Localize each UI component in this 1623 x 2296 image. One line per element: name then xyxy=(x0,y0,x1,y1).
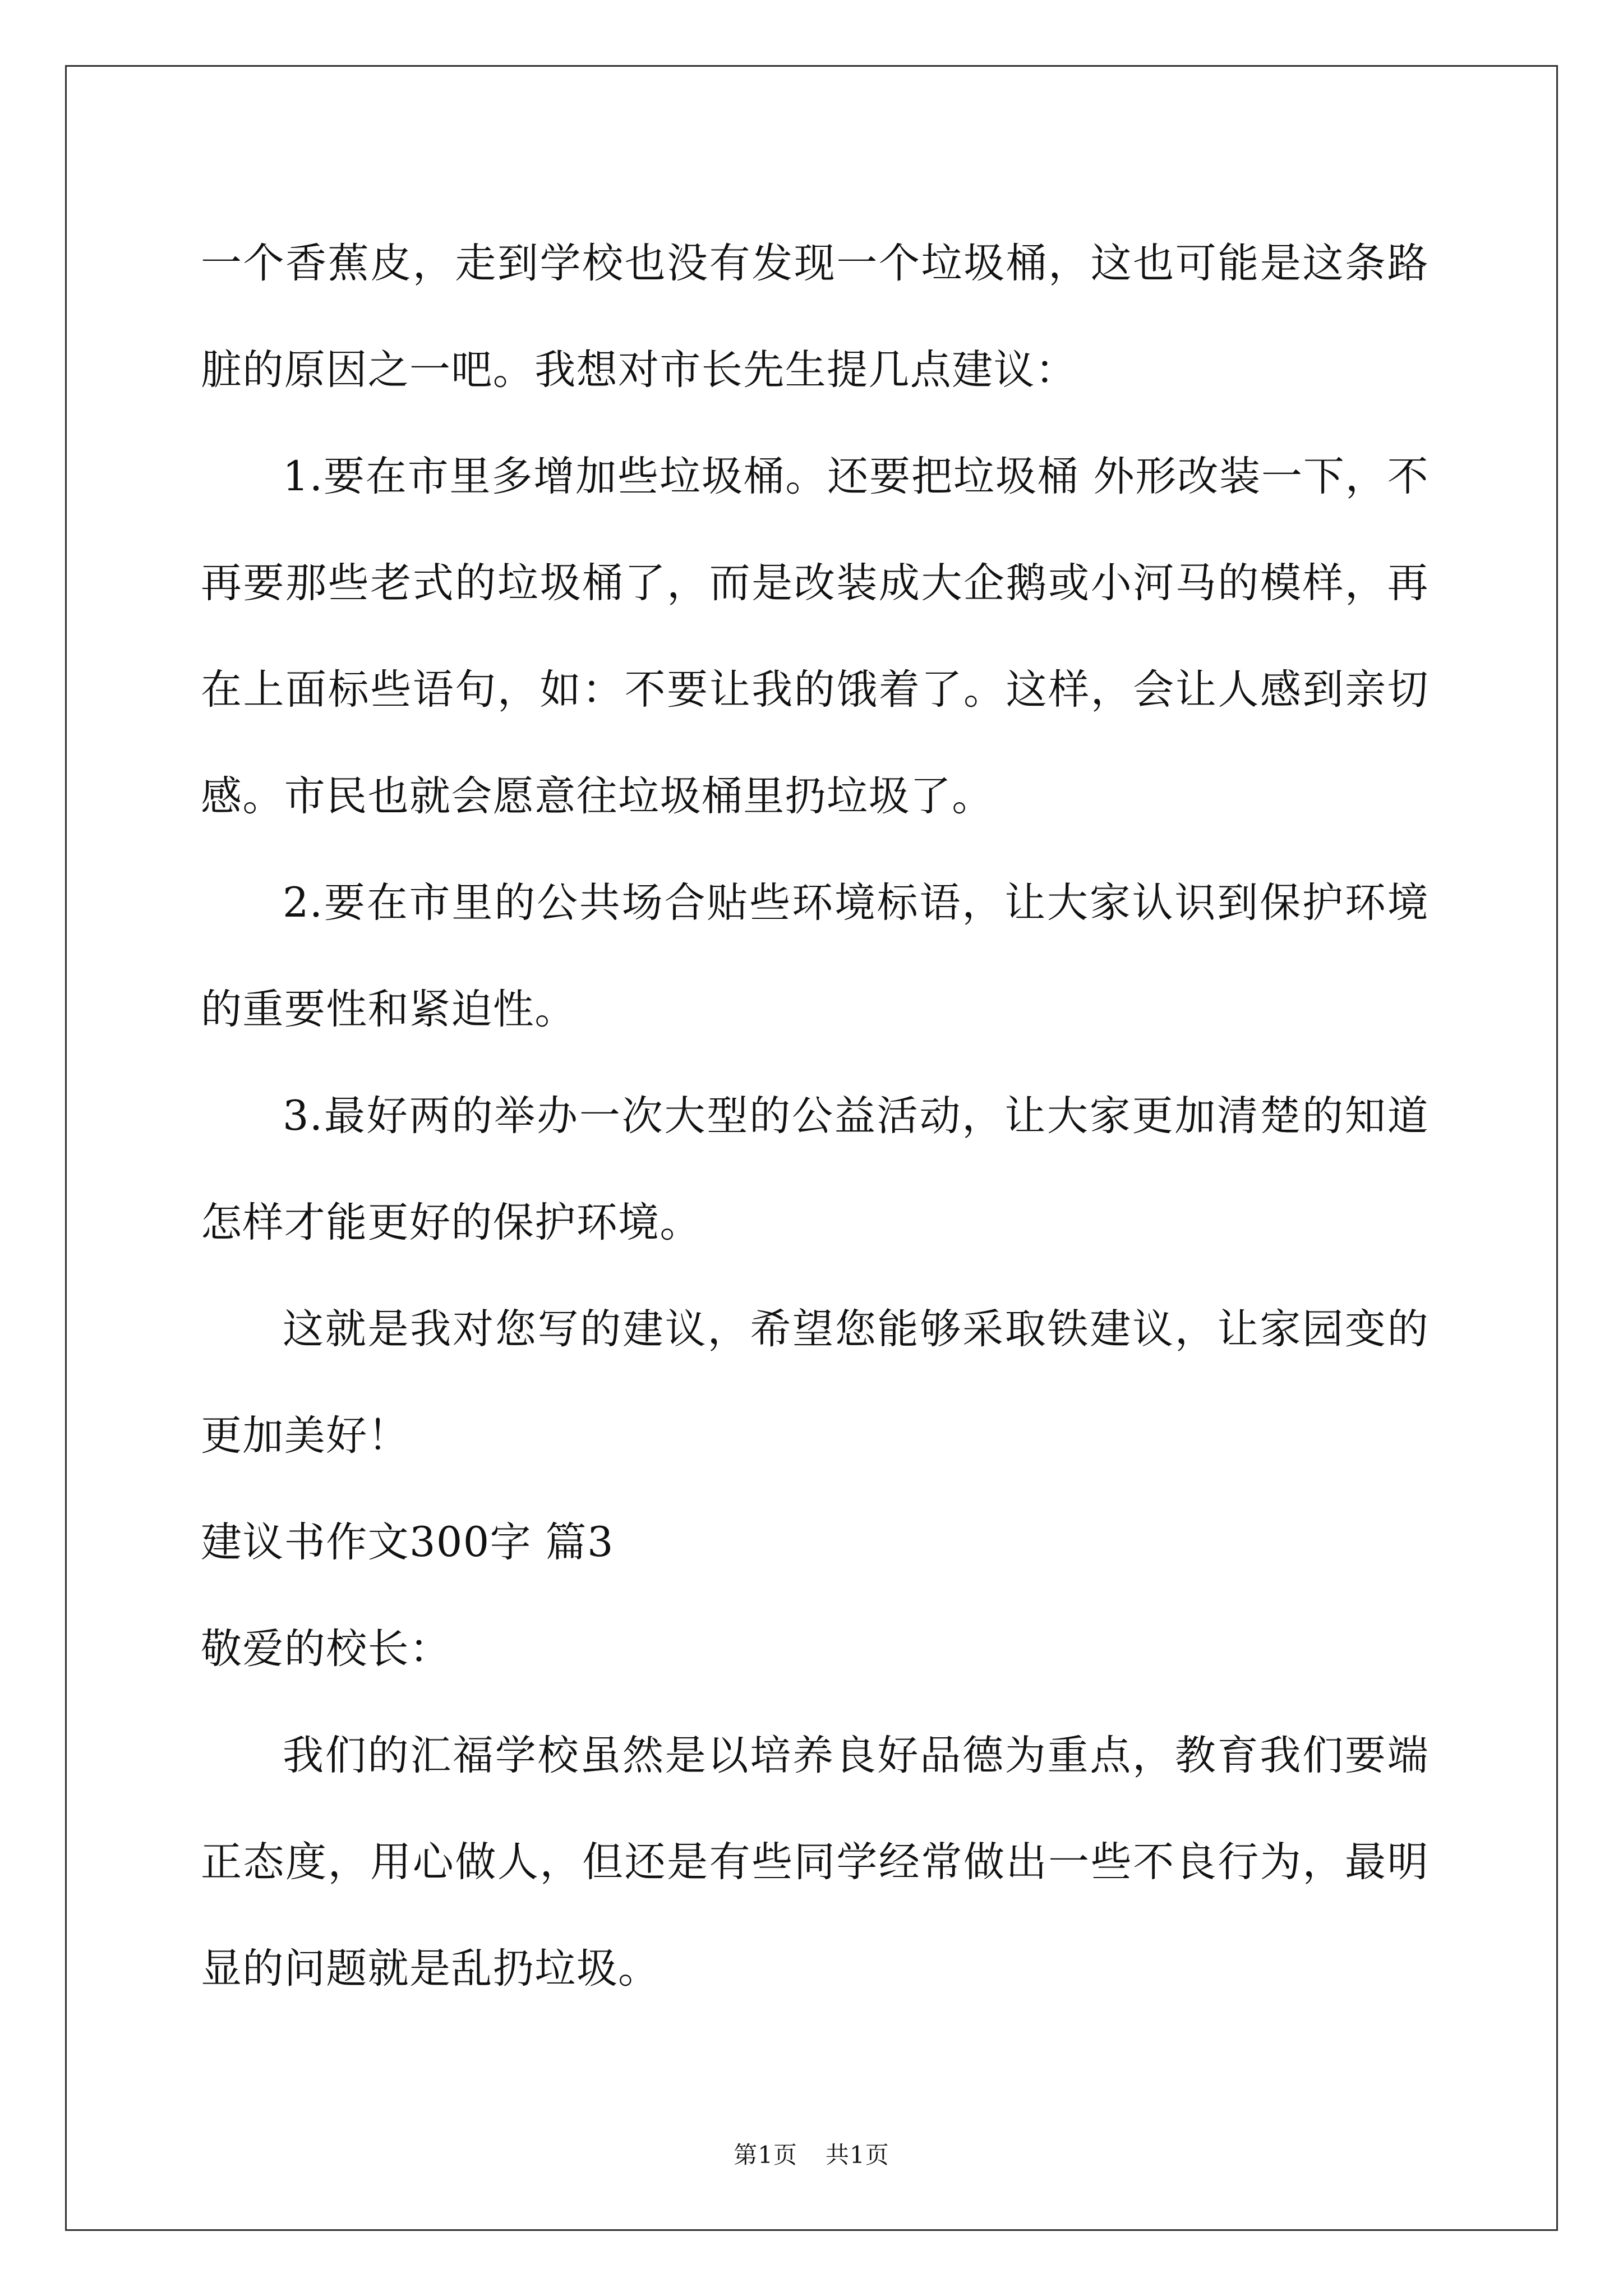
paragraph-suggestion-2: 2.要在市里的公共场合贴些环境标语，让大家认识到保护环境的重要性和紧迫性。 xyxy=(201,879,1429,1033)
page-footer xyxy=(0,2141,1623,2169)
page-number-total: 共1页 xyxy=(826,2141,889,2169)
paragraph-suggestion-1: 1.要在市里多增加些垃圾桶。还要把垃圾桶 外形改装一下，不再要那些老式的垃圾桶了，而是改装成大企鹅或小河马的模样，再在上面标些语句，如：不要让我的饿着了。这样，会让人感到亲切感。市民也就会愿意往垃圾桶里扔垃圾了。 xyxy=(201,453,1429,820)
paragraph-continuation: 一个香蕉皮，走到学校也没有发现一个垃圾桶，这也可能是这条路脏的原因之一吧。我想对市长先生提几点建议： xyxy=(201,240,1429,394)
paragraph-body: 我们的汇福学校虽然是以培养良好品德为重点，教育我们要端正态度，用心做人，但还是有些同学经常做出一些不良行为，最明显的问题就是乱扔垃圾。 xyxy=(201,1732,1429,1993)
page-number-current: 第1页 xyxy=(734,2141,797,2169)
document-body xyxy=(201,210,1429,2022)
section-heading: 建议书作文300字 篇3 xyxy=(201,1519,614,1566)
paragraph-closing: 这就是我对您写的建议，希望您能够采取铁建议，让家园变的更加美好！ xyxy=(201,1305,1429,1460)
salutation: 敬爱的校长： xyxy=(201,1625,451,1673)
paragraph-suggestion-3: 3.最好两的举办一次大型的公益活动，让大家更加清楚的知道怎样才能更好的保护环境。 xyxy=(201,1092,1429,1246)
